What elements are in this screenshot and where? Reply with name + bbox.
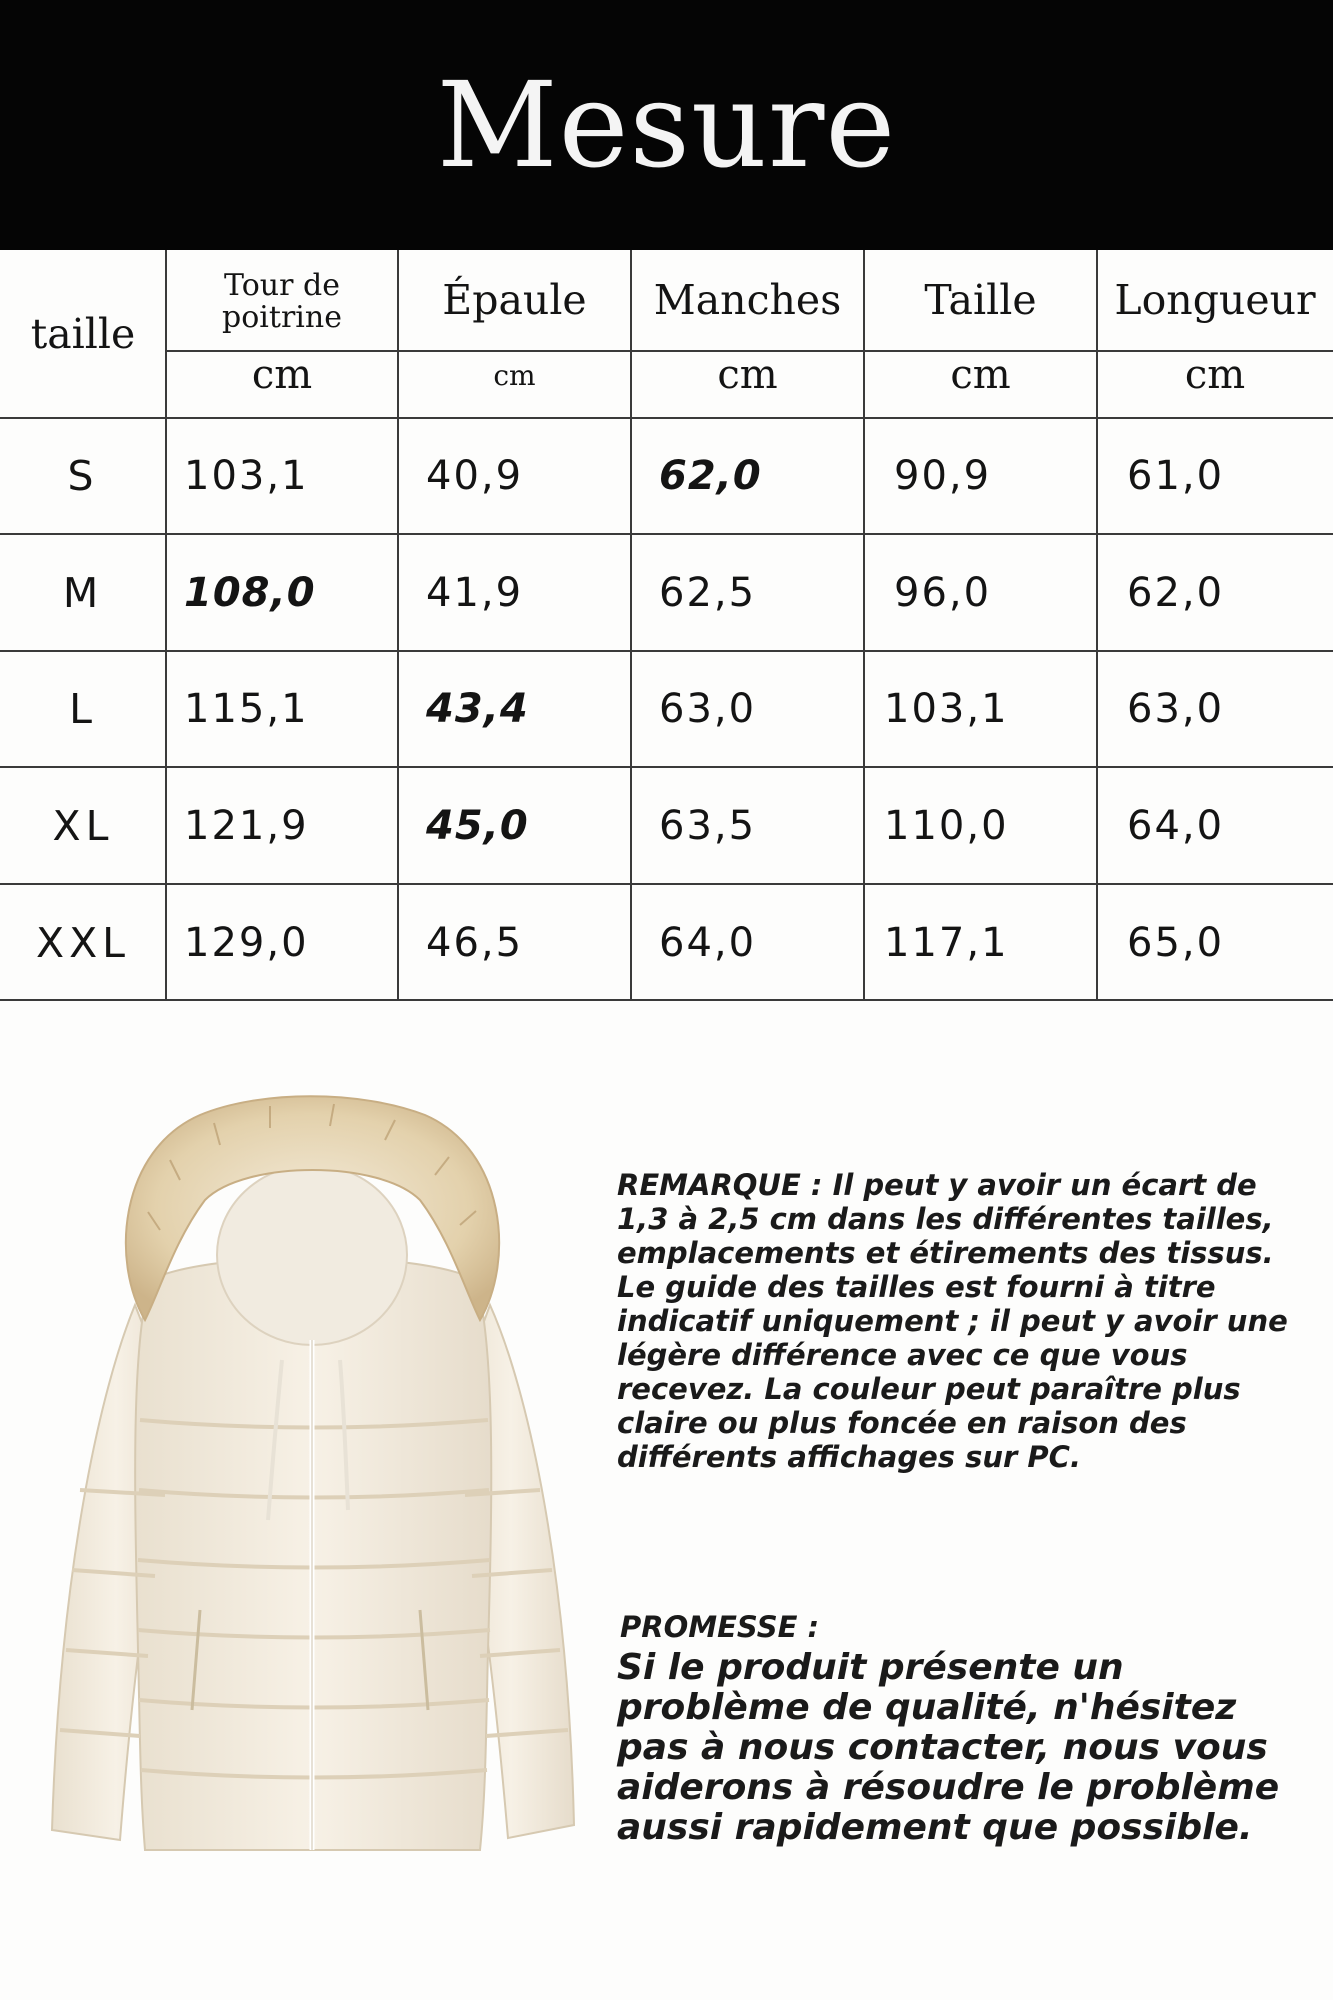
table-divider: [397, 250, 399, 1001]
table-cell: 121,9: [184, 802, 309, 849]
unit-sleeves: cm: [717, 352, 778, 398]
table-cell: 96,0: [894, 569, 992, 616]
table-cell: 41,9: [426, 569, 524, 616]
unit-length: cm: [1184, 352, 1246, 398]
size-column-header: taille: [30, 310, 136, 358]
table-cell: 63,5: [659, 802, 757, 849]
table-divider: [0, 533, 1333, 535]
table-cell: 117,1: [884, 919, 1009, 966]
table-cell: 62,0: [1127, 569, 1225, 616]
table-cell: 64,0: [659, 919, 757, 966]
unit-chest: cm: [251, 352, 313, 398]
table-cell: 43,4: [426, 686, 529, 732]
table-cell: 40,9: [426, 453, 524, 499]
table-cell: 62,0: [659, 453, 762, 499]
table-cell: 103,1: [184, 453, 309, 499]
size-xl: XL: [52, 801, 114, 850]
size-l: L: [69, 685, 97, 733]
table-cell: 90,9: [894, 453, 992, 499]
title-banner: [0, 0, 1333, 250]
table-cell: 129,0: [184, 919, 309, 966]
unit-waist: cm: [950, 352, 1011, 398]
table-divider: [863, 250, 865, 1001]
table-cell: 61,0: [1127, 453, 1225, 499]
size-note: REMARQUE : Il peut y avoir un écart de 1,3 à 2,5 cm dans les différentes tailles, emplacements et étirements des tissus. Le guide des tailles est fourni à titre indicatif uniquement ; il peut y avoir une légère différence avec ce que vous recevez. La couleur peut paraître plus claire ou plus foncée en raison des différents affichages sur PC.: [617, 1168, 1288, 1474]
table-divider: [165, 250, 167, 1001]
table-divider: [0, 650, 1333, 652]
header-chest: Tour de poitrine: [222, 267, 342, 335]
header-shoulder: Épaule: [442, 276, 587, 324]
promise-text: Si le produit présente un problème de qualité, n'hésitez pas à nous contacter, nous vous aiderons à résoudre le problème aussi rapidement que possible.: [617, 1647, 1280, 1848]
table-divider: [0, 766, 1333, 768]
table-cell: 62,5: [659, 569, 757, 616]
header-waist: Taille: [924, 276, 1037, 324]
unit-shoulder: cm: [493, 358, 536, 392]
table-cell: 103,1: [884, 686, 1009, 732]
table-cell: 45,0: [426, 802, 529, 849]
size-xxl: XXL: [35, 918, 131, 967]
table-divider: [1096, 250, 1098, 1001]
table-cell: 46,5: [426, 919, 524, 966]
table-divider: [630, 250, 632, 1001]
table-divider: [166, 350, 1333, 352]
page-title: Mesure: [436, 56, 897, 194]
table-cell: 115,1: [184, 686, 309, 732]
product-photo: [40, 1090, 585, 1870]
table-cell: 108,0: [184, 569, 316, 616]
size-m: M: [62, 568, 104, 617]
table-divider: [0, 999, 1333, 1001]
table-cell: 64,0: [1127, 802, 1225, 849]
header-sleeves: Manches: [653, 276, 842, 324]
table-divider: [0, 417, 1333, 419]
size-s: S: [67, 452, 99, 500]
table-cell: 63,0: [1127, 686, 1225, 732]
table-cell: 65,0: [1127, 919, 1225, 966]
size-table: [0, 250, 1333, 1001]
header-length: Longueur: [1114, 276, 1316, 324]
table-divider: [0, 883, 1333, 885]
table-cell: 63,0: [659, 686, 757, 732]
table-cell: 110,0: [884, 802, 1009, 849]
promise-title: PROMESSE :: [620, 1610, 820, 1644]
